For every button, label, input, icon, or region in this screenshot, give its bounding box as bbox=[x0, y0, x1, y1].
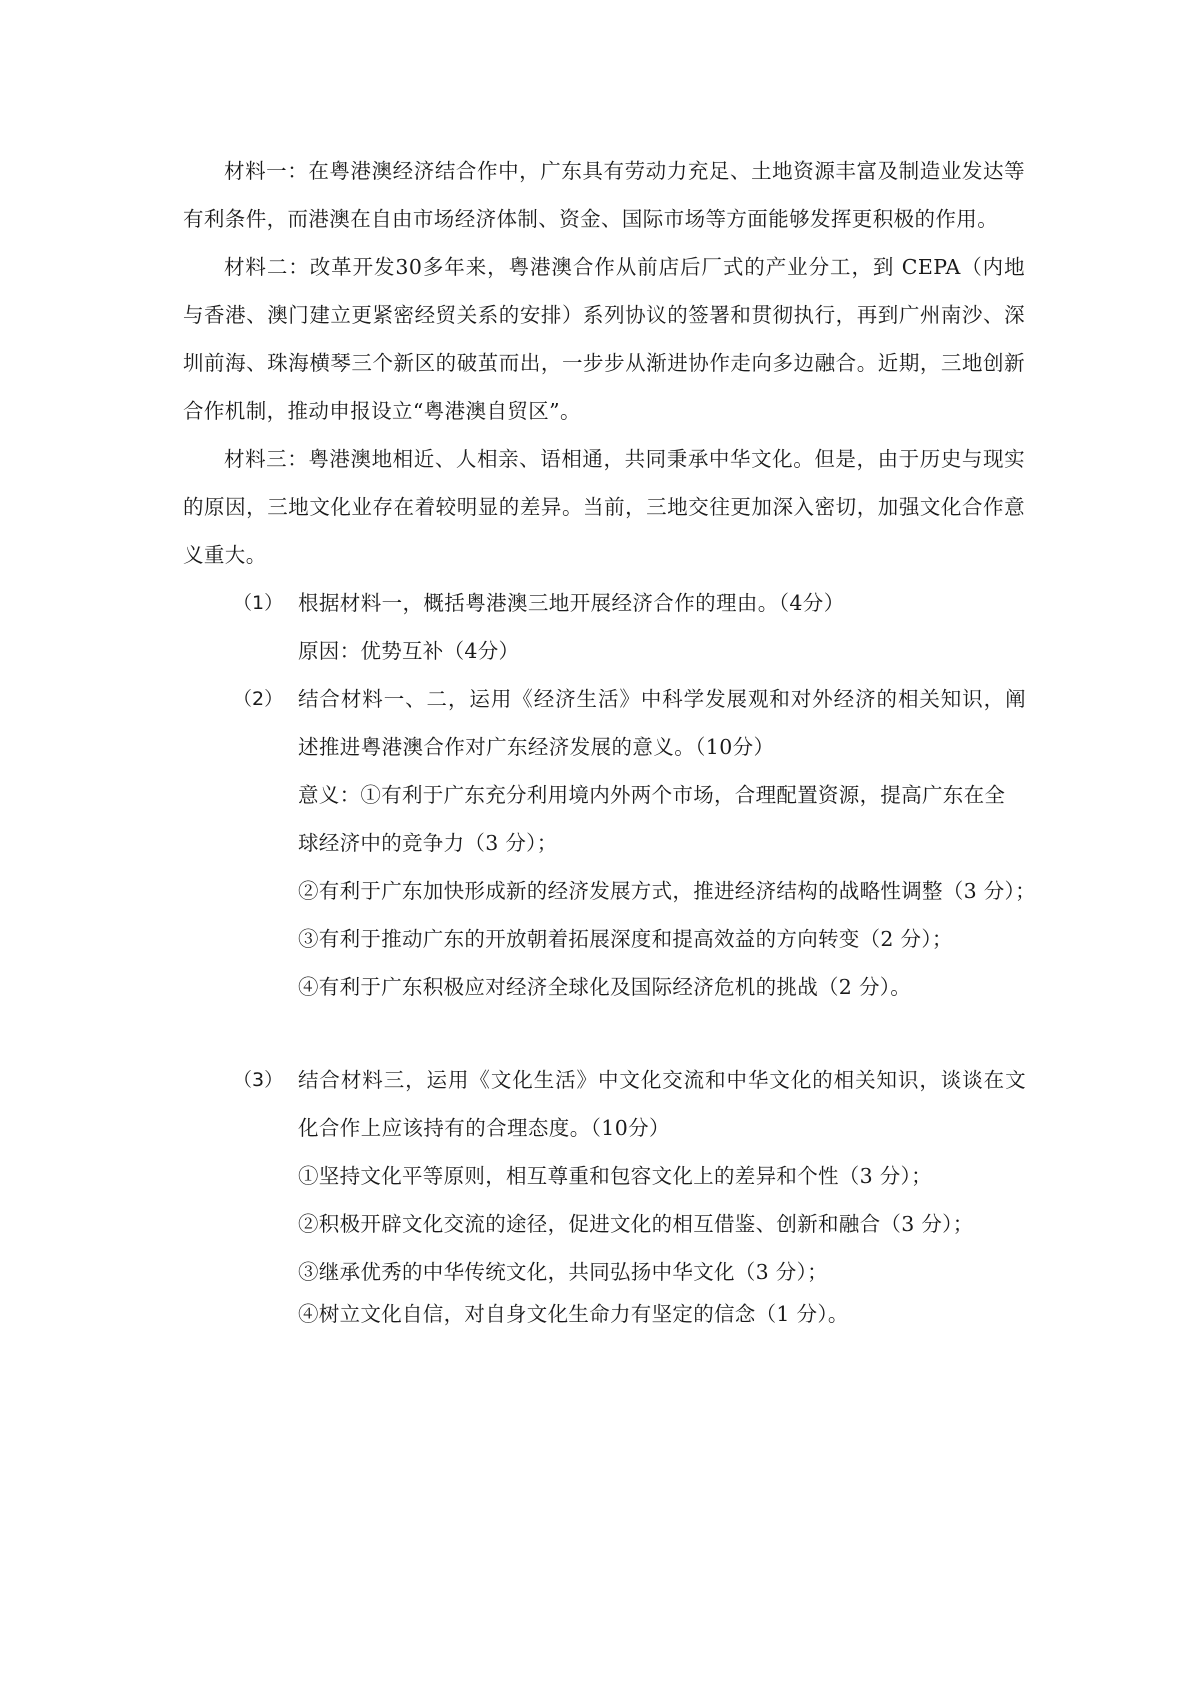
question-2-answer-point: ④有利于广东积极应对经济全球化及国际经济危机的挑战（2 分）。 bbox=[298, 975, 912, 999]
question-2-answer-point: ③有利于推动广东的开放朝着拓展深度和提高效益的方向转变（2 分）； bbox=[298, 927, 953, 951]
question-3-number: （3） bbox=[233, 1069, 284, 1091]
question-2-prompt: 结合材料一、二，运用《经济生活》中科学发展观和对外经济的相关知识，阐述推进粤港澳合作对广东经济发展的意义。（10分） bbox=[298, 687, 1026, 759]
material-two-paragraph: 材料二：改革开发30多年来，粤港澳合作从前店后厂式的产业分工，到 CEPA（内地与香港、澳门建立更紧密经贸关系的安排）系列协议的签署和贯彻执行，再到广州南沙、深圳前海、珠海横琴三个新区的破茧而出，一步步从渐进协作走向多边融合。近期，三地创新合作机制，推动申报设立“粤港澳自贸区”。 bbox=[183, 255, 1025, 423]
material-three-paragraph: 材料三：粤港澳地相近、人相亲、语相通，共同秉承中华文化。但是，由于历史与现实的原因，三地文化业存在着较明显的差异。当前，三地交往更加深入密切，加强文化合作意义重大。 bbox=[183, 447, 1025, 567]
question-2-number: （2） bbox=[233, 688, 284, 710]
question-3-answer-point: ③继承优秀的中华传统文化，共同弘扬中华文化（3 分）； bbox=[298, 1260, 828, 1284]
material-one-paragraph: 材料一：在粤港澳经济结合作中，广东具有劳动力充足、土地资源丰富及制造业发达等有利条件，而港澳在自由市场经济体制、资金、国际市场等方面能够发挥更积极的作用。 bbox=[183, 159, 1025, 231]
question-2-answer-point: ②有利于广东加快形成新的经济发展方式，推进经济结构的战略性调整（3 分）； bbox=[298, 879, 1036, 903]
question-2-answer-intro-line-1: 意义：①有利于广东充分利用境内外两个市场，合理配置资源，提高广东在全 bbox=[298, 783, 1006, 807]
question-1-answer: 原因：优势互补（4分） bbox=[298, 639, 520, 663]
question-1-number: （1） bbox=[233, 592, 284, 614]
question-2-answer-intro-line-2: 球经济中的竞争力（3 分）； bbox=[298, 831, 558, 855]
question-3-prompt: 结合材料三，运用《文化生活》中文化交流和中华文化的相关知识，谈谈在文化合作上应该持有的合理态度。（10分） bbox=[298, 1068, 1026, 1140]
question-3-answer-point: ④树立文化自信，对自身文化生命力有坚定的信念（1 分）。 bbox=[298, 1302, 849, 1326]
question-3-answer-point: ①坚持文化平等原则，相互尊重和包容文化上的差异和个性（3 分）； bbox=[298, 1164, 932, 1188]
question-3-answer-point: ②积极开辟文化交流的途径，促进文化的相互借鉴、创新和融合（3 分）； bbox=[298, 1212, 974, 1236]
question-1-prompt: 根据材料一，概括粤港澳三地开展经济合作的理由。（4分） bbox=[298, 591, 845, 615]
